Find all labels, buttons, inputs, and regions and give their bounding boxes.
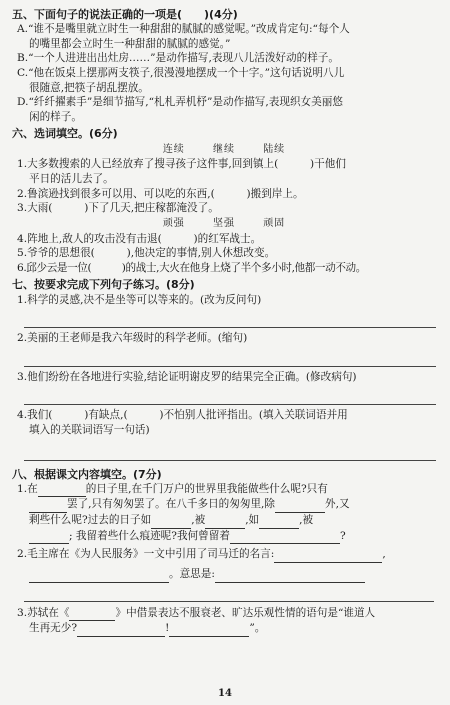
fill-blank[interactable] (29, 567, 169, 583)
option-a-line1: A.“谁不是嘴里就立时生一种甜甜的腻腻的感觉呢。”改成肯定句:“每个人 (17, 23, 350, 36)
word-option: 继续 (213, 143, 235, 155)
recite-text: 的日子里,在千门万户的世界里我能做些什么呢?只有 (85, 482, 328, 495)
option-b: B.“一个人进进出出灶房……”是动作描写,表现八儿活泼好动的样子。 (17, 52, 339, 65)
fill-question-6[interactable]: 6.邱少云是一位( )的战士,大火在他身上烧了半个多小时,他都一动不动。 (17, 261, 366, 274)
recite-text: ,被 (191, 514, 206, 527)
word-option: 陆续 (263, 143, 286, 155)
recite-1-line4 (18, 529, 436, 545)
section-7 (12, 277, 436, 460)
fill-question-3[interactable]: 3.大雨( )下了几天,把庄稼都淹没了。 (17, 202, 219, 215)
recite-2-line2 (18, 567, 436, 583)
fill-question-1-line1[interactable]: 1.大多数搜索的人已经放弃了搜寻孩子这件事,回到镇上( )干他们 (17, 158, 346, 171)
recite-text: 生再无少? (29, 622, 78, 635)
sentence-task-1: 1.科学的灵感,决不是坐等可以等来的。(改为反问句) (17, 293, 262, 306)
option-c-line1: C.“他在饭桌上摆那两支筷子,很漫漫地摆成一个十字。”这句话说明八儿 (17, 67, 345, 79)
sentence-task-4-line1[interactable]: 4.我们( )有缺点,( )不怕别人批评指出。(填入关联词语并用 (17, 409, 348, 422)
recite-text: 外,又 (325, 498, 350, 511)
fill-blank[interactable] (230, 529, 340, 545)
word-bank-1 (12, 143, 436, 157)
recite-text: ”。 (249, 622, 266, 635)
fill-blank[interactable] (69, 606, 115, 622)
fill-blank[interactable] (29, 529, 69, 545)
answer-line-4[interactable] (24, 440, 436, 461)
option-a-line2: 的嘴里都会立时生一种甜甜的腻腻的感觉。” (29, 37, 231, 50)
answer-line-5[interactable] (24, 585, 434, 602)
section-6 (12, 126, 436, 275)
section-8-title: 八、根据课文内容填空。(7分) (12, 467, 162, 481)
section-5-title: 五、下面句子的说法正确的一项是( )(4分) (12, 8, 238, 21)
word-option: 顽强 (162, 217, 185, 229)
answer-line-2[interactable] (24, 348, 436, 367)
recite-2-line1 (18, 547, 436, 563)
fill-blank[interactable] (274, 547, 382, 563)
section-6-title: 六、选词填空。(6分) (12, 127, 118, 141)
answer-line-3[interactable] (24, 386, 436, 405)
recite-text: ; 我留着些什么痕迹呢?我何曾留着 (69, 529, 230, 542)
recite-text: 1.在 (17, 482, 38, 495)
recite-1-line2 (18, 497, 436, 513)
fill-blank[interactable] (77, 621, 165, 637)
section-5 (12, 7, 436, 124)
recite-text: ! (165, 622, 170, 635)
answer-line-1[interactable] (24, 309, 436, 328)
word-option: 连续 (162, 143, 185, 155)
recite-text: 3.苏轼在《 (17, 606, 70, 619)
recite-text: 。意思是: (169, 567, 215, 580)
section-8 (12, 467, 436, 637)
fill-blank[interactable] (259, 513, 299, 529)
option-c-line2: 很随意,把筷子胡乱摆放。 (29, 81, 149, 94)
fill-blank[interactable] (275, 497, 325, 513)
recite-text: ,如 (245, 514, 260, 527)
fill-blank[interactable] (205, 513, 245, 529)
option-d-line2: 闲的样子。 (29, 110, 82, 123)
word-option: 坚强 (213, 217, 235, 229)
recite-3-line1 (18, 606, 436, 622)
recite-1-line1 (18, 482, 436, 498)
option-d-line1: D.“纤纤擢素手”是细节描写,“札札弄机杼”是动作描写,表现织女美丽悠 (17, 96, 343, 109)
recite-1-line3 (18, 513, 436, 529)
fill-question-4[interactable]: 4.阵地上,敌人的攻击没有击退( )的红军战士。 (17, 232, 262, 245)
word-option: 顽固 (263, 217, 286, 229)
word-bank-2 (12, 217, 436, 231)
recite-3-line2 (18, 621, 436, 637)
recite-text: 2.毛主席在《为人民服务》一文中引用了司马迁的名言: (17, 548, 275, 561)
fill-blank[interactable] (215, 567, 365, 583)
recite-text: ,被 (299, 514, 314, 527)
page-number: 14 (218, 688, 232, 700)
recite-text: , (382, 548, 386, 561)
sentence-task-4-line2: 填入的关联词语写一句话) (29, 424, 150, 437)
fill-question-2[interactable]: 2.鲁滨逊找到很多可以用、可以吃的东西,( )搬到岸上。 (17, 187, 304, 200)
recite-text: 》中借景表达不服衰老、旷达乐观性情的语句是“谁道人 (115, 606, 376, 619)
fill-question-1-line2: 平日的活儿去了。 (29, 173, 114, 186)
recite-text: 罢了,只有匆匆罢了。在八千多日的匆匆里,除 (67, 498, 276, 511)
sentence-task-3: 3.他们纷纷在各地进行实验,结论证明谢皮罗的结果完全正确。(修改病句) (17, 370, 357, 383)
fill-blank[interactable] (29, 497, 67, 513)
fill-blank[interactable] (151, 513, 191, 529)
recite-text: ? (339, 529, 346, 542)
fill-blank[interactable] (169, 621, 249, 637)
section-7-title: 七、按要求完成下列句子练习。(8分) (12, 278, 195, 292)
sentence-task-2: 2.美丽的王老师是我六年级时的科学老师。(缩句) (17, 332, 248, 345)
fill-blank[interactable] (38, 482, 86, 498)
fill-question-5[interactable]: 5.爷爷的思想很( ),他决定的事情,别人休想改变。 (17, 247, 276, 260)
recite-text: 剩些什么呢?过去的日子如 (29, 514, 152, 527)
